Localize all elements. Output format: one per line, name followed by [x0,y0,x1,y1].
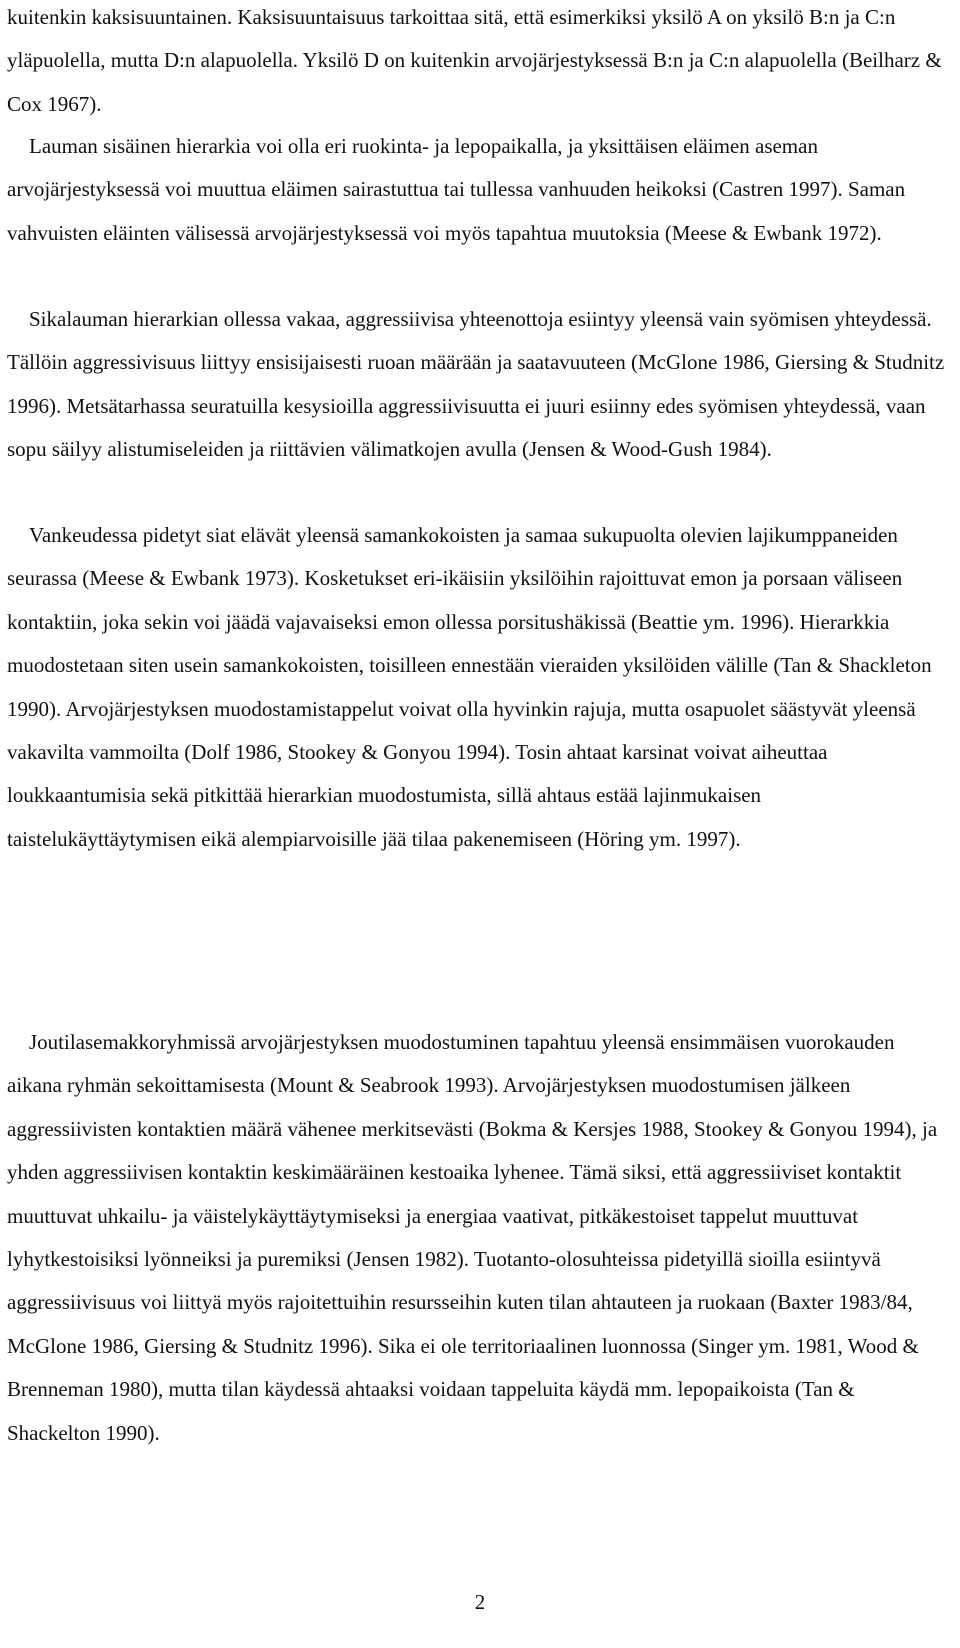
paragraph-3: Sikalauman hierarkian ollessa vakaa, aggressiivisa yhteenottoja esiintyy yleensä vain syömisen yhteydessä. Tällöin aggressivisuus liittyy ensisijaisesti ruoan määrään ja saatavuuteen (McGlone 1986, Giersing & Studnitz 1996). Metsätarhassa seuratuilla kesysioilla aggressiivisuutta ei juuri esiinny edes syömisen yhteydessä, vaan sopu säilyy alistumiseleiden ja riittävien välimatkojen avulla (Jensen & Wood-Gush 1984). [7,307,945,462]
paragraph-4: Vankeudessa pidetyt siat elävät yleensä samankokoisten ja samaa sukupuolta olevien lajikumppaneiden seurassa (Meese & Ewbank 1973). Kosketukset eri-ikäisiin yksilöihin rajoittuvat emon ja porsaan väliseen kontaktiin, joka sekin voi jäädä vajavaiseksi emon ollessa porsitushäkissä (Beattie ym. 1996). Hierarkkia muodostetaan siten usein samankokoisten, toisilleen ennestään vieraiden yksilöiden välille (Tan & Shackleton 1990). Arvojärjestyksen muodostamistappelut voivat olla hyvinkin rajuja, mutta osapuolet säästyvät yleensä vakavilta vammoilta (Dolf 1986, Stookey & Gonyou 1994). Tosin ahtaat karsinat voivat aiheuttaa loukkaantumisia sekä pitkittää hierarkian muodostumista, sillä ahtaus estää lajinmukaisen taistelukäyttäytymisen eikä alempiarvoisille jää tilaa pakenemiseen (Höring ym. 1997). [7,523,932,851]
paragraph-1: kuitenkin kaksisuuntainen. Kaksisuuntaisuus tarkoittaa sitä, että esimerkiksi yksilö A on yksilö B:n ja C:n yläpuolella, mutta D:n alapuolella. Yksilö D on kuitenkin arvojärjestyksessä B:n ja C:n alapuolella (Beilharz & Cox 1967). [7,5,942,116]
paragraph-5: Joutilasemakkoryhmissä arvojärjestyksen muodostuminen tapahtuu yleensä ensimmäisen vuorokauden aikana ryhmän sekoittamisesta (Mount & Seabrook 1993). Arvojärjestyksen muodostumisen jälkeen aggressiivisten kontaktien määrä vähenee merkitsevästi (Bokma & Kersjes 1988, Stookey & Gonyou 1994), ja yhden aggressiivisen kontaktin keskimääräinen kestoaika lyhenee. Tämä siksi, että aggressiiviset kontaktit muuttuvat uhkailu- ja väistelykäyttäytymiseksi ja energiaa vaativat, pitkäkestoiset tappelut muuttuvat lyhytkestoisiksi lyönneiksi ja puremiksi (Jensen 1982). Tuotanto-olosuhteissa pidetyillä sioilla esiintyvä aggressiivisuus voi liittyä myös rajoitettuihin resursseihin kuten tilan ahtauteen ja ruokaan (Baxter 1983/84, McGlone 1986, Giersing & Studnitz 1996). Sika ei ole territoriaalinen luonnossa (Singer ym. 1981, Wood & Brenneman 1980), mutta tilan käydessä ahtaaksi voidaan tappeluita käydä mm. lepopaikoista (Tan & Shackelton 1990). [7,1030,938,1445]
page-number: 2 [474,1590,486,1614]
paragraph-2: Lauman sisäinen hierarkia voi olla eri ruokinta- ja lepopaikalla, ja yksittäisen eläimen aseman arvojärjestyksessä voi muuttua eläimen sairastuttua tai tullessa vanhuuden heikoksi (Castren 1997). Saman vahvuisten eläinten välisessä arvojärjestyksessä voi myös tapahtua muutoksia (Meese & Ewbank 1972). [7,134,906,245]
